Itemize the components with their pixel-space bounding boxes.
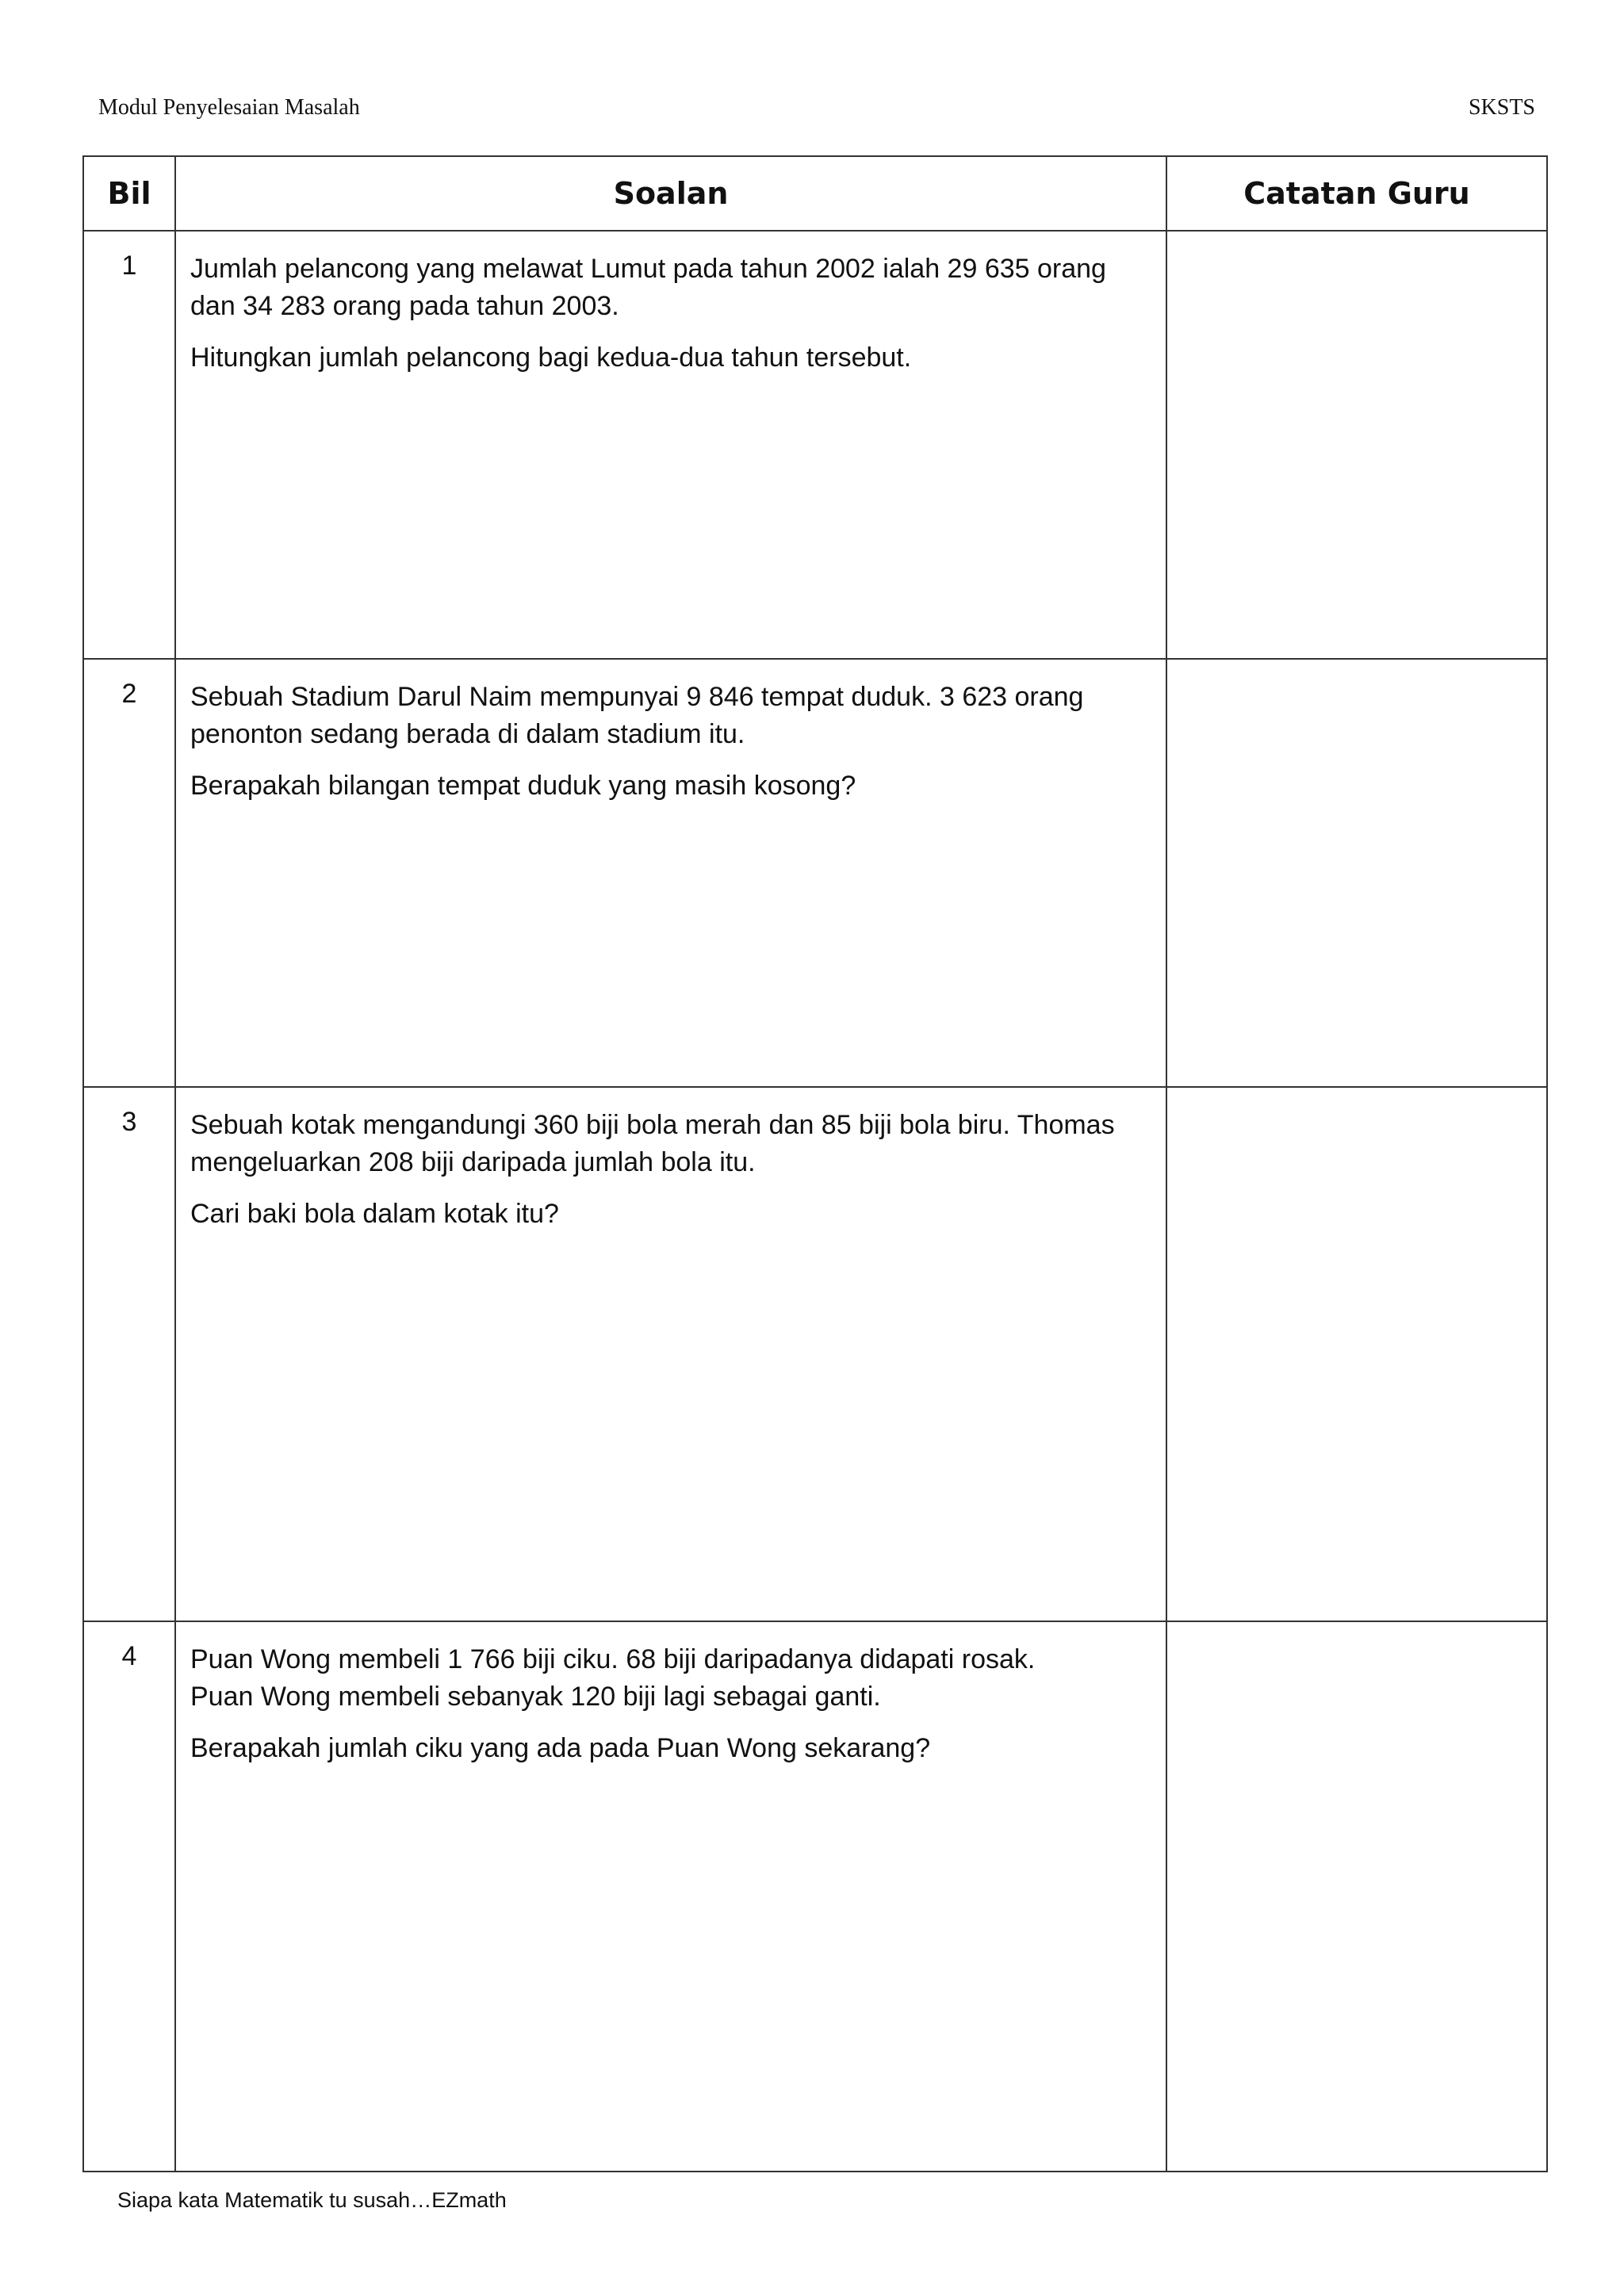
row-number: 4: [83, 1621, 175, 2172]
question-line: Puan Wong membeli sebanyak 120 biji lagi sebagai ganti.: [190, 1682, 881, 1712]
teacher-notes-cell: [1166, 659, 1547, 1087]
table-row: [83, 1087, 1547, 1621]
question-table: [82, 155, 1548, 2172]
column-header-catatan-guru: Catatan Guru: [1166, 156, 1547, 231]
teacher-notes-cell: [1166, 1621, 1547, 2172]
column-header-soalan: Soalan: [175, 156, 1166, 231]
question-prompt: Berapakah jumlah ciku yang ada pada Puan Wong sekarang?: [190, 1733, 931, 1763]
question-line: Sebuah Stadium Darul Naim mempunyai 9 846 tempat duduk. 3 623 orang: [190, 682, 1084, 712]
school-code: SKSTS: [1468, 95, 1535, 120]
teacher-notes-cell: [1166, 231, 1547, 659]
question-line: Sebuah kotak mengandungi 360 biji bola merah dan 85 biji bola biru. Thomas: [190, 1110, 1115, 1140]
table-row: [83, 231, 1547, 659]
question-line: Puan Wong membeli 1 766 biji ciku. 68 biji daripadanya didapati rosak.: [190, 1644, 1036, 1674]
question-cell: [175, 1087, 1166, 1621]
page-footer: Siapa kata Matematik tu susah…EZmath: [117, 2188, 507, 2212]
question-prompt: Berapakah bilangan tempat duduk yang masih kosong?: [190, 771, 856, 801]
question-text: [190, 1107, 1151, 1181]
module-title: Modul Penyelesaian Masalah: [98, 95, 360, 120]
page-header: [98, 95, 1535, 127]
question-text: [190, 251, 1151, 325]
question-line: dan 34 283 orang pada tahun 2003.: [190, 291, 619, 321]
question-line: mengeluarkan 208 biji daripada jumlah bola itu.: [190, 1147, 756, 1177]
question-text: [190, 1641, 1151, 1716]
question-text: [190, 679, 1151, 753]
question-prompt: Cari baki bola dalam kotak itu?: [190, 1199, 559, 1229]
row-number: 2: [83, 659, 175, 1087]
teacher-notes-cell: [1166, 1087, 1547, 1621]
column-header-bil: Bil: [83, 156, 175, 231]
table-row: [83, 659, 1547, 1087]
question-prompt: Hitungkan jumlah pelancong bagi kedua-dua tahun tersebut.: [190, 342, 912, 373]
question-line: penonton sedang berada di dalam stadium itu.: [190, 719, 745, 749]
question-cell: [175, 1621, 1166, 2172]
row-number: 3: [83, 1087, 175, 1621]
question-line: Jumlah pelancong yang melawat Lumut pada tahun 2002 ialah 29 635 orang: [190, 254, 1106, 284]
table-row: [83, 1621, 1547, 2172]
table-header-row: [83, 156, 1547, 231]
row-number: 1: [83, 231, 175, 659]
question-cell: [175, 231, 1166, 659]
question-cell: [175, 659, 1166, 1087]
